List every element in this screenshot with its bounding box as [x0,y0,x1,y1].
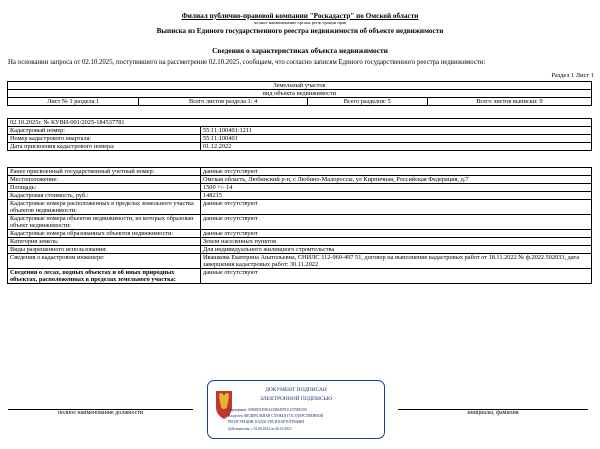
table-row [8,238,592,246]
sheets-total: Всего листов выписки: 9 [427,98,591,106]
characteristic-label: Ранее присвоенный государственный учетный номер: [8,168,201,176]
characteristics-table [7,167,592,284]
object-type: Земельный участок [8,82,592,90]
characteristic-value: Омская область, Любинский р-н, с Любино-Малороссы, ул Кирпичная, Российская Федерация, д.7 [201,176,592,184]
characteristic-value: данные отсутствуют [201,230,592,238]
table-row [8,143,592,151]
stamp-validity: Действителен: с 02.08.2024 по 26.10.2025 [228,427,292,431]
table-row [8,254,592,269]
characteristic-label: Кадастровые номера расположенных в пределах земельного участка объектов недвижимости: [8,200,201,215]
object-type-caption: вид объекта недвижимости [8,90,592,98]
stamp-title-line2: ЭЛЕКТРОННОЙ ПОДПИСЬЮ [259,396,333,402]
page-label: Раздел 1 Лист 1 [551,72,594,79]
stamp-owner-continued: РЕГИСТРАЦИИ, КАДАСТРА И КАРТОГРАФИИ [228,420,304,424]
id-value: 01.12.2022 [201,143,592,151]
characteristic-value: данные отсутствуют [201,215,592,230]
name-caption: инициалы, фамилия [467,410,519,416]
position-caption: полное наименование должности [57,410,144,416]
characteristic-label: Сведения о лесах, водных объектах и об иных природных объектах, расположенных в пределах земельного участка: [8,269,201,284]
characteristic-label: Кадастровые номера объектов недвижимости, из которых образован объект недвижимости: [8,215,201,230]
characteristic-value: 148215 [201,192,592,200]
request-number: 02.10.2025г. № КУВИ-001/2025-184537781 [8,119,592,127]
document-title: Выписка из Единого государственного реестра недвижимости об объекте недвижимости [156,27,444,35]
table-row [8,135,592,143]
characteristic-value: данные отсутствуют [201,168,592,176]
sheets-in-section: Всего листов раздела 1: 4 [139,98,307,106]
characteristic-label: Местоположение: [8,176,201,184]
table-row [8,168,592,176]
sheet-number: Лист № 1 раздела 1 [8,98,139,106]
id-label: Кадастровый номер: [8,127,201,135]
table-row [8,230,592,238]
characteristic-value: Земли населенных пунктов [201,238,592,246]
stamp-title-line1: ДОКУМЕНТ ПОДПИСАН [265,387,327,393]
id-label: Номер кадастрового квартала: [8,135,201,143]
characteristic-label: Кадастровая стоимость, руб.: [8,192,201,200]
characteristic-label: Категория земель: [8,238,201,246]
electronic-signature-stamp [207,380,385,439]
stamp-owner: Владелец: ФЕДЕРАЛЬНАЯ СЛУЖБА ГОСУДАРСТВЕННОЙ [228,414,324,418]
characteristic-value: данные отсутствуют [201,200,592,215]
table-row [8,127,592,135]
section-title: Сведения о характеристиках объекта недвижимости [212,46,388,55]
identifiers-table [7,118,592,151]
characteristic-label: Виды разрешенного использования: [8,246,201,254]
table-row [8,176,592,184]
characteristic-label: Площадь: [8,184,201,192]
organization-caption: полное наименование органа регистрации прав [253,20,347,25]
characteristic-label: Кадастровые номера образованных объектов недвижимости: [8,230,201,238]
characteristic-value: данные отсутствуют [201,269,592,284]
id-value: 55:11:100401 [201,135,592,143]
sections-total: Всего разделов: 5 [307,98,427,106]
table-row [8,246,592,254]
characteristic-value: 1500 +/- 14 [201,184,592,192]
characteristic-value: Ивашкова Екатерина Анатольевна, СНИЛС 112-960-497 51, договор на выполнение кадастровых работ от 18.11.2022 № ф.2022.502033, дата завершения кадастровых работ: 30.11.2022 [201,254,592,269]
id-label: Дата присвоения кадастрового номера: [8,143,201,151]
table-row [8,200,592,215]
table-row [8,192,592,200]
table-row [8,269,592,284]
id-value: 55:11:100401:1211 [201,127,592,135]
table-row [8,215,592,230]
intro-text: На основании запроса от 02.10.2025, поступившего на рассмотрение 02.10.2025, сообщаем, что согласно записям Единого государственного реестра недвижимости: [8,59,486,66]
characteristic-value: Для индивидуального жилищного строительства [201,246,592,254]
organization-name: Филиал публично-правовой компании "Роскадастр" по Омской области [181,12,419,20]
table-row [8,184,592,192]
characteristic-label: Сведения о кадастровом инженере: [8,254,201,269]
object-header-table [7,81,592,106]
stamp-certificate: Сертификат: 00830DCE9E4433684978112379EE390 [228,408,307,412]
